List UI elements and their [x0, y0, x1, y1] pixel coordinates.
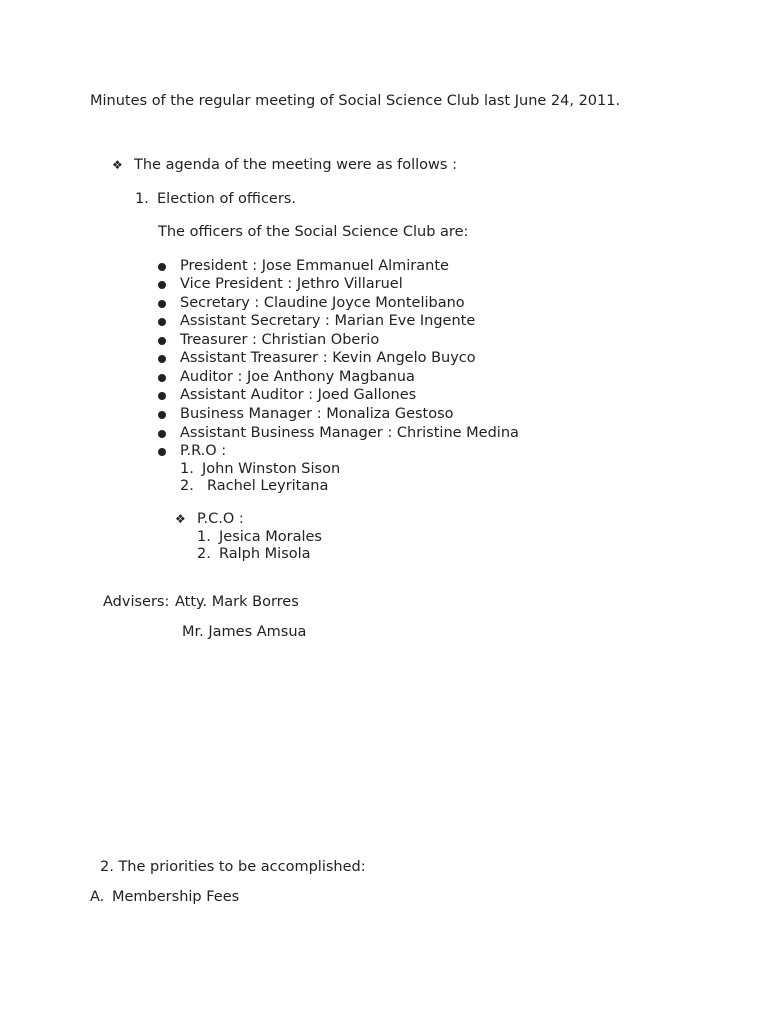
bullet-icon	[158, 300, 166, 308]
list-item: P.R.O :	[180, 443, 227, 459]
bullet-icon	[158, 263, 166, 271]
pco-label: P.C.O :	[197, 511, 244, 527]
document-title: Minutes of the regular meeting of Social Science Club last June 24, 2011.	[90, 93, 621, 109]
list-item: Assistant Business Manager : Christine Medina	[180, 425, 519, 441]
item-number: 1.	[135, 191, 149, 207]
bullet-icon	[158, 430, 166, 438]
list-item: President : Jose Emmanuel Almirante	[180, 258, 449, 274]
member-name: Jesica Morales	[219, 529, 322, 545]
list-item: Business Manager : Monaliza Gestoso	[180, 406, 454, 422]
agenda-item-2: 2. The priorities to be accomplished:	[100, 859, 366, 875]
list-item: Vice President : Jethro Villaruel	[180, 276, 403, 292]
agenda-item-2-sub	[90, 888, 239, 906]
item-number: 1.	[180, 461, 194, 477]
list-item: Auditor : Joe Anthony Magbanua	[180, 369, 415, 385]
bullet-icon	[158, 281, 166, 289]
item-number: 2.	[180, 478, 194, 494]
bullet-icon	[158, 318, 166, 326]
bullet-icon	[158, 374, 166, 382]
list-item	[180, 460, 340, 478]
item-label: Membership Fees	[112, 889, 240, 905]
bullet-icon	[158, 448, 166, 456]
adviser-name: Atty. Mark Borres	[175, 594, 299, 610]
pco-heading	[175, 510, 244, 528]
list-item	[197, 545, 311, 563]
list-item: Assistant Auditor : Joed Gallones	[180, 387, 417, 403]
adviser-name: Mr. James Amsua	[182, 624, 307, 640]
list-item	[180, 477, 328, 495]
diamond-bullet-icon: ❖	[112, 158, 123, 172]
item-label: Election of officers.	[157, 191, 296, 207]
diamond-bullet-icon: ❖	[175, 512, 186, 526]
list-item: Assistant Secretary : Marian Eve Ingente	[180, 313, 476, 329]
list-item: Treasurer : Christian Oberio	[180, 332, 380, 348]
officers-intro: The officers of the Social Science Club are:	[158, 224, 469, 240]
bullet-icon	[158, 337, 166, 345]
bullet-icon	[158, 355, 166, 363]
item-number: 1.	[197, 529, 211, 545]
item-number: 2.	[197, 546, 211, 562]
item-letter: A.	[90, 889, 105, 905]
agenda-intro-line	[112, 156, 457, 174]
list-item: Secretary : Claudine Joyce Montelibano	[180, 295, 465, 311]
agenda-item-1	[135, 190, 296, 208]
bullet-icon	[158, 392, 166, 400]
list-item	[197, 528, 322, 546]
member-name: Ralph Misola	[219, 546, 311, 562]
advisers-label: Advisers:	[103, 594, 170, 610]
agenda-intro: The agenda of the meeting were as follows :	[134, 157, 457, 173]
bullet-icon	[158, 411, 166, 419]
member-name: Rachel Leyritana	[207, 478, 329, 494]
list-item: Assistant Treasurer : Kevin Angelo Buyco	[180, 350, 476, 366]
member-name: John Winston Sison	[202, 461, 341, 477]
